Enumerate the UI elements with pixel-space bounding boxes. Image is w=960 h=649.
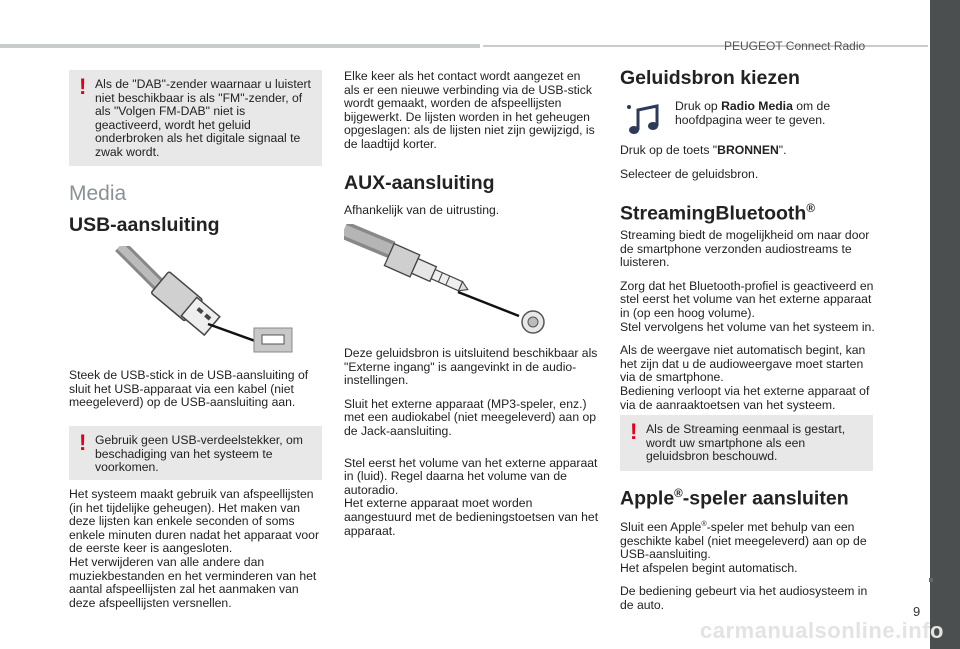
- warning-icon: !: [79, 74, 87, 99]
- bluetooth-title-text: StreamingBluetooth: [620, 202, 807, 225]
- playlist-text: [69, 488, 321, 610]
- aux-paragraph-3: Stel eerst het volume van het externe apparaat in (luid). Regel daarna het volume van de autoradio.: [344, 455, 598, 497]
- source-step-suffix: om de hoofdpagina weer te geven.: [675, 99, 831, 127]
- playlist-intro-text: [344, 70, 598, 162]
- source-step: [675, 100, 875, 127]
- bluetooth-title: [620, 202, 815, 226]
- dab-warning-box: [69, 70, 322, 166]
- bluetooth-warning-box: [620, 415, 873, 471]
- bt-paragraph-1: Streaming biedt de mogelijkheid om naar door de smartphone verzonden audiostreams te luisteren.: [620, 228, 870, 270]
- media-section-title: Media: [69, 182, 127, 205]
- playlist-paragraph-2: Het verwijderen van alle andere dan muziekbestanden en het verminderen van het aantal afspeellijsten zal het aanmaken van deze afspeellijsten versnellen.: [69, 554, 317, 610]
- intro-paragraph: Elke keer als het contact wordt aangezet en als er een nieuwe verbinding via de USB-stick wordt gemaakt, worden de afspeellijsten bijgewerkt. De lijsten worden in het geheugen opgeslagen: als de lijsten niet zijn gewijzigd, is de laadtijd korter.: [344, 69, 595, 151]
- usb-illustration: [68, 246, 298, 358]
- warning-icon: !: [79, 430, 87, 455]
- apple-body: [620, 517, 876, 623]
- apple-text-1a: Sluit een Apple: [620, 520, 702, 535]
- usb-body-text: [69, 369, 319, 420]
- aux-paragraph-4: Het externe apparaat moet worden aangestuurd met de bedieningstoetsen van het apparaat.: [344, 496, 599, 538]
- bronnen-prefix: Druk op de toets ": [620, 143, 718, 157]
- apple-text-1c: Het afspelen begint automatisch.: [620, 560, 798, 575]
- source-step-prefix: Druk op: [675, 99, 722, 113]
- bronnen-label: BRONNEN: [717, 143, 779, 157]
- source-title: Geluidsbron kiezen: [620, 67, 800, 89]
- bt-paragraph-2b: Stel vervolgens het volume van het systeem in.: [620, 319, 875, 334]
- apple-title-b: -speler aansluiten: [682, 487, 849, 510]
- bt-warning-text: Als de Streaming eenmaal is gestart, wordt uw smartphone als een geluidsbron beschouwd.: [646, 422, 846, 464]
- source-select-text: Selecteer de geluidsbron.: [620, 166, 759, 181]
- aux-paragraph-1: Deze geluidsbron is uitsluitend beschikbaar als "Externe ingang" is aangevinkt in de audio-instellingen.: [344, 346, 598, 388]
- bluetooth-body: [620, 229, 876, 422]
- radio-media-label: Radio Media: [721, 99, 793, 113]
- apple-text-2: De bediening gebeurt via het audiosysteem in de auto.: [620, 584, 868, 613]
- bt-paragraph-2a: Zorg dat het Bluetooth-profiel is geactiveerd en stel eerst het volume van het externe apparaat in (op een hoog volume).: [620, 278, 874, 320]
- playlist-paragraph-1: Het systeem maakt gebruik van afspeellijsten (in het tijdelijke geheugen). Het maken van deze lijsten kan enkele seconden of soms enkele minuten duren nadat het apparaat voor de eerste keer is aangesloten.: [69, 487, 320, 556]
- continuation-marker: [929, 578, 933, 582]
- apple-title: [620, 487, 849, 511]
- aux-paragraph-2: Sluit het externe apparaat (MP3-speler, enz.) met een audiokabel (niet meegeleverd) aan op de Jack-aansluiting.: [344, 396, 597, 438]
- header-rule: [0, 44, 480, 48]
- aux-body-text: [344, 347, 600, 538]
- registered-mark: ®: [806, 202, 815, 215]
- registered-mark: ®: [674, 487, 683, 500]
- watermark: carmanualsonline.info: [700, 618, 944, 643]
- bt-paragraph-3b: Bediening verloopt via het externe apparaat of via de aanraaktoetsen van het systeem.: [620, 383, 870, 412]
- bt-paragraph-3a: Als de weergave niet automatisch begint, kan het zijn dat u de audioweergave moet starten via de smartphone.: [620, 343, 866, 385]
- page-header-title: PEUGEOT Connect Radio: [724, 39, 866, 53]
- apple-title-a: Apple: [620, 487, 675, 510]
- bronnen-suffix: ".: [778, 143, 787, 157]
- side-tab-strip: [930, 0, 960, 649]
- registered-mark: ®: [701, 519, 707, 528]
- usb-paragraph: Steek de USB-stick in de USB-aansluiting of sluit het USB-apparaat via een kabel (niet meegeleverd) op de USB-aansluiting aan.: [69, 368, 309, 410]
- warning-icon: !: [630, 419, 638, 444]
- apple-text-1b: -speler met behulp van een geschikte kabel (niet meegeleverd) aan op de USB-aansluiting.: [620, 520, 867, 562]
- usb-title: USB-aansluiting: [69, 214, 220, 236]
- aux-title: AUX-aansluiting: [344, 172, 495, 194]
- aux-dependency-text: Afhankelijk van de uitrusting.: [344, 203, 500, 217]
- music-note-icon: [626, 104, 662, 136]
- usb-warning-text: Gebruik geen USB-verdeelstekker, om beschadiging van het systeem te voorkomen.: [95, 433, 303, 475]
- jack-illustration: [344, 224, 548, 336]
- usb-warning-box: [69, 426, 322, 480]
- page-number: 9: [913, 604, 921, 619]
- source-body: [620, 144, 874, 191]
- dab-warning-text: Als de "DAB"-zender waarnaar u luistert niet beschikbaar is als "FM"-zender, of als "Volgen FM-DAB" niet is geactiveerd, wordt het geluid onderbroken als het digitale signaal te zwak wordt.: [95, 77, 311, 159]
